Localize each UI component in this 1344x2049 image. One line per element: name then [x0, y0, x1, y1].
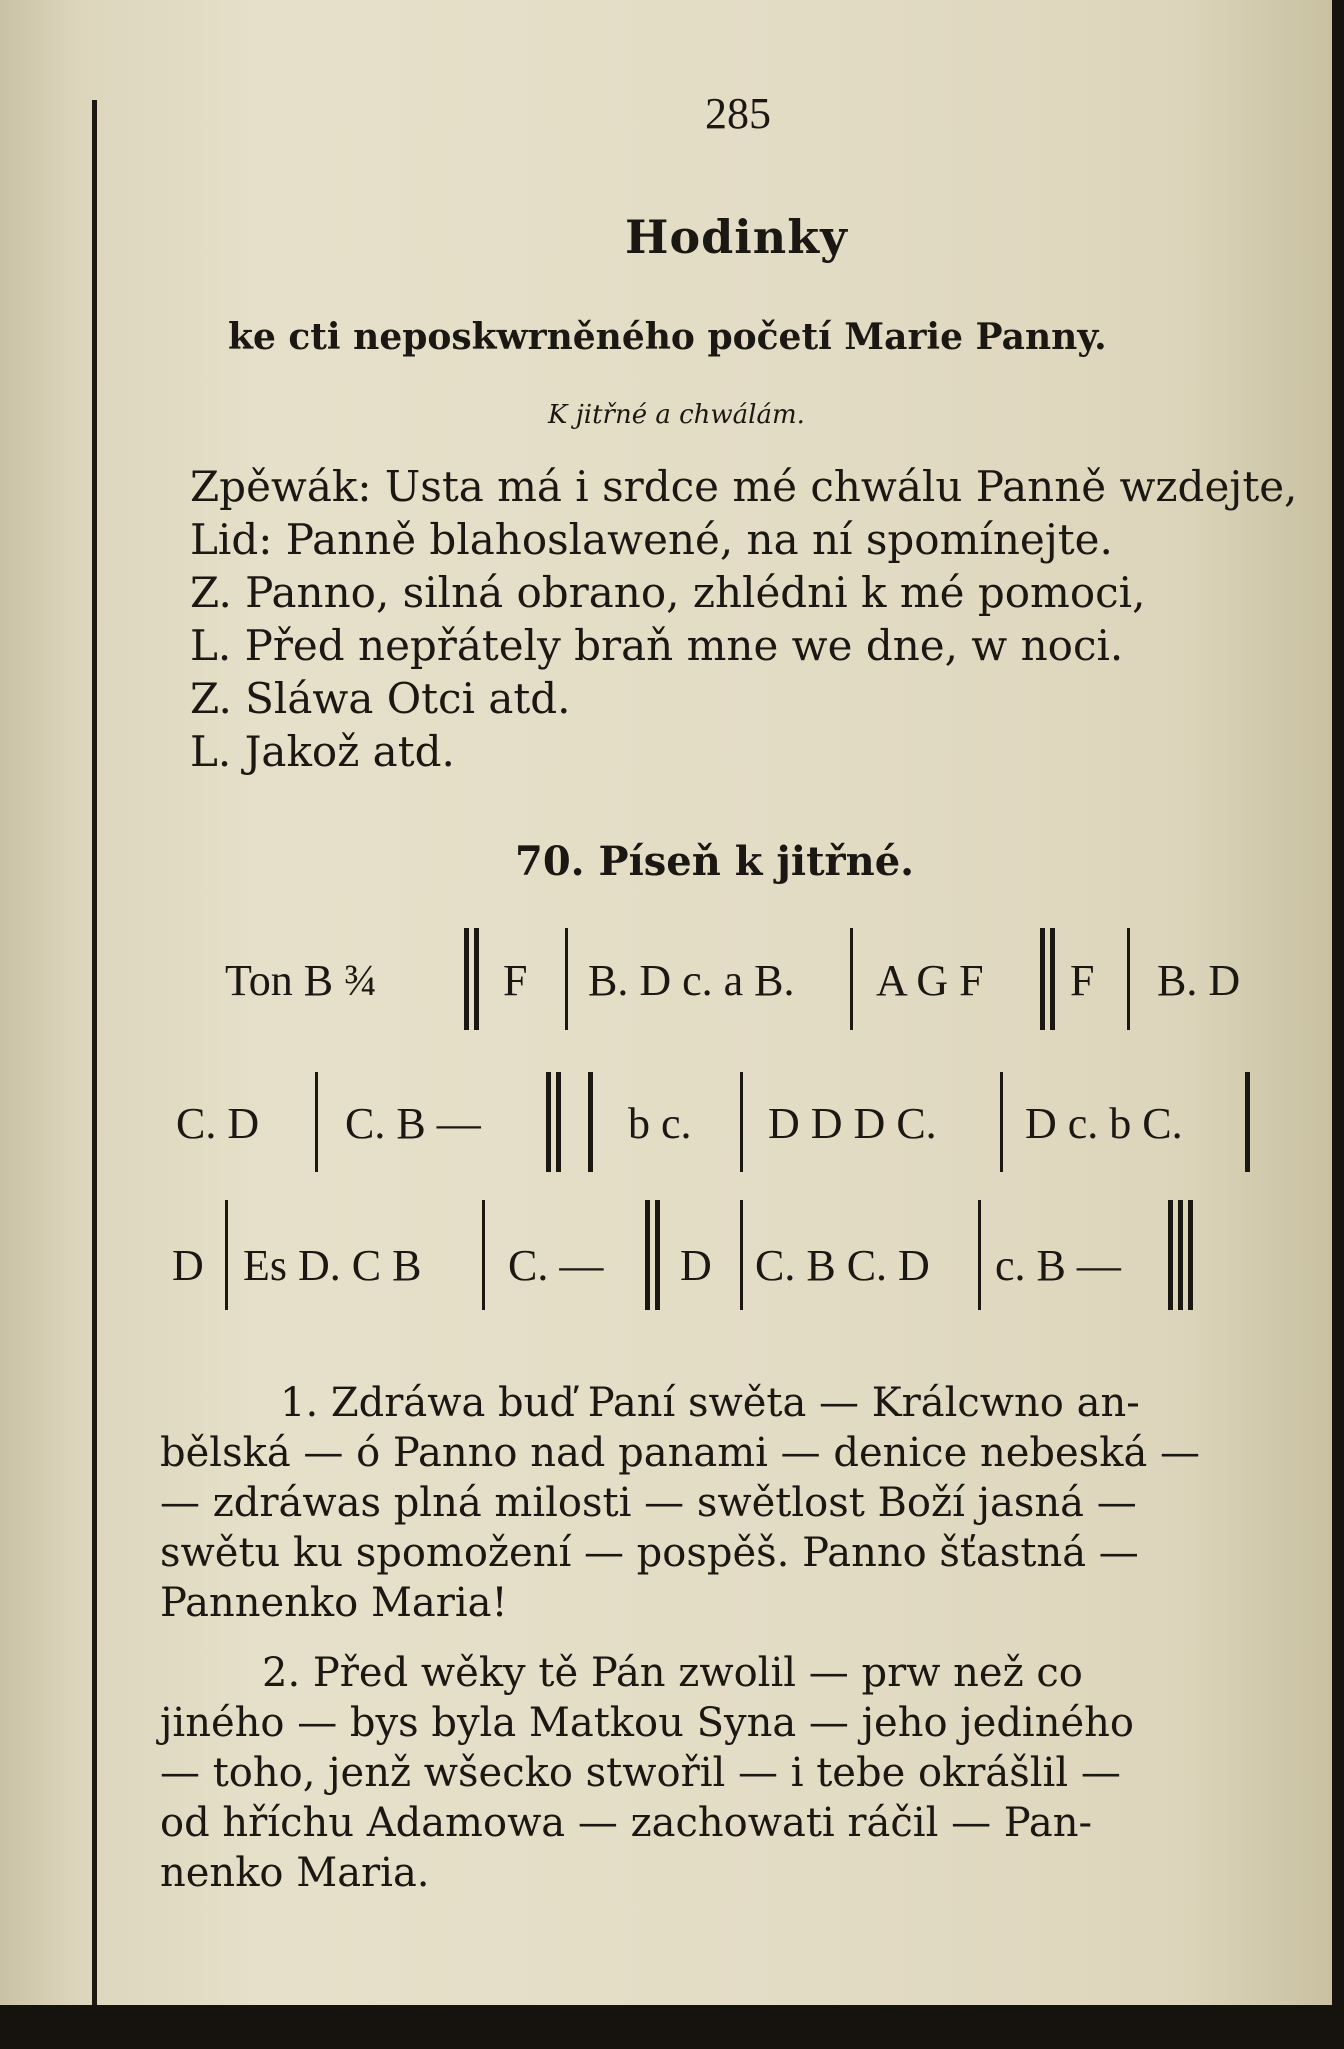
bar-line: [740, 1072, 743, 1172]
music-note: C. B C. D: [755, 1241, 930, 1290]
bar-line: [850, 928, 853, 1030]
music-note: C. D: [176, 1099, 260, 1148]
double-bar: [645, 1200, 650, 1310]
music-note: B. D c. a B.: [588, 956, 795, 1005]
stanza-line: Pannenko Maria!: [160, 1580, 508, 1626]
stanza-line: jiného — bys byla Matkou Syna — jeho jediného: [160, 1700, 1135, 1746]
music-note: C. B —: [345, 1099, 481, 1148]
bar-line: [482, 1200, 485, 1310]
double-bar: [1040, 928, 1045, 1030]
music-note: D D D C.: [768, 1099, 937, 1148]
bar-line: [740, 1200, 743, 1310]
song-title: 70. Píseň k jitřné.: [515, 838, 915, 885]
hymn-subtitle: ke cti neposkwrněného početí Marie Panny.: [228, 316, 1107, 358]
music-note: C. —: [508, 1241, 604, 1290]
stanza-line: od hříchu Adamowa — zachowati ráčil — Pan-: [160, 1800, 1093, 1846]
bar-line: [1127, 928, 1130, 1030]
bar-line: [978, 1200, 981, 1310]
music-key: Ton B ¾: [225, 956, 378, 1005]
bar-line: [565, 928, 568, 1030]
stanza-line: 2. Před wěky tě Pán zwolil — prw než co: [262, 1650, 1083, 1696]
double-bar: [655, 1200, 660, 1310]
stanza-line: bělská — ó Panno nad panami — denice nebeská —: [160, 1430, 1200, 1476]
double-bar: [1188, 1200, 1193, 1310]
bar-line: [315, 1072, 318, 1172]
double-bar: [588, 1072, 593, 1172]
bar-line: [225, 1200, 228, 1310]
music-note: A G F: [876, 956, 984, 1005]
stanza-line: nenko Maria.: [160, 1850, 430, 1896]
music-note: F: [1070, 956, 1095, 1005]
spine-shadow: [92, 100, 97, 2030]
verse-line: Z. Sláwa Otci atd.: [190, 674, 571, 723]
music-note: D c. b C.: [1025, 1099, 1183, 1148]
music-note: D: [172, 1241, 204, 1290]
double-bar: [1050, 928, 1055, 1030]
music-note: F: [503, 956, 528, 1005]
music-note: c. B —: [995, 1241, 1121, 1290]
music-note: b c.: [628, 1099, 692, 1148]
double-bar: [556, 1072, 561, 1172]
hymn-title: Hodinky: [625, 210, 848, 264]
double-bar: [546, 1072, 551, 1172]
page-number: 285: [705, 89, 771, 138]
double-bar: [464, 928, 469, 1030]
stanza-line: 1. Zdráwa buď Paní swěta — Králcwno an-: [280, 1380, 1140, 1426]
stanza-line: swětu ku spomožení — pospěš. Panno šťastná —: [160, 1530, 1139, 1576]
verse-line: L. Jakož atd.: [190, 727, 455, 776]
page-edge-right: [1332, 0, 1344, 2049]
stanza-line: — toho, jenž wšecko stwořil — i tebe okrášlil —: [160, 1750, 1121, 1796]
double-bar: [1178, 1200, 1183, 1310]
double-bar: [1168, 1200, 1173, 1310]
music-note: Es D. C B: [243, 1241, 422, 1290]
page-edge-bottom: [0, 2005, 1344, 2049]
verse-line: Z. Panno, silná obrano, zhlédni k mé pomoci,: [190, 568, 1146, 617]
music-note: D: [680, 1241, 712, 1290]
verse-line: Zpěwák: Usta má i srdce mé chwálu Panně wzdejte,: [190, 462, 1298, 511]
stanza-line: — zdráwas plná milosti — swětlost Boží jasná —: [160, 1480, 1137, 1526]
verse-line: Lid: Panně blahoslawené, na ní spomínejte.: [190, 515, 1113, 564]
bar-line: [1000, 1072, 1003, 1172]
double-bar: [1245, 1072, 1250, 1172]
music-note: B. D: [1157, 956, 1241, 1005]
hymn-occasion: K jitřné a chwálám.: [548, 400, 805, 430]
verse-line: L. Před nepřátely braň mne we dne, w noci.: [190, 621, 1124, 670]
double-bar: [474, 928, 479, 1030]
